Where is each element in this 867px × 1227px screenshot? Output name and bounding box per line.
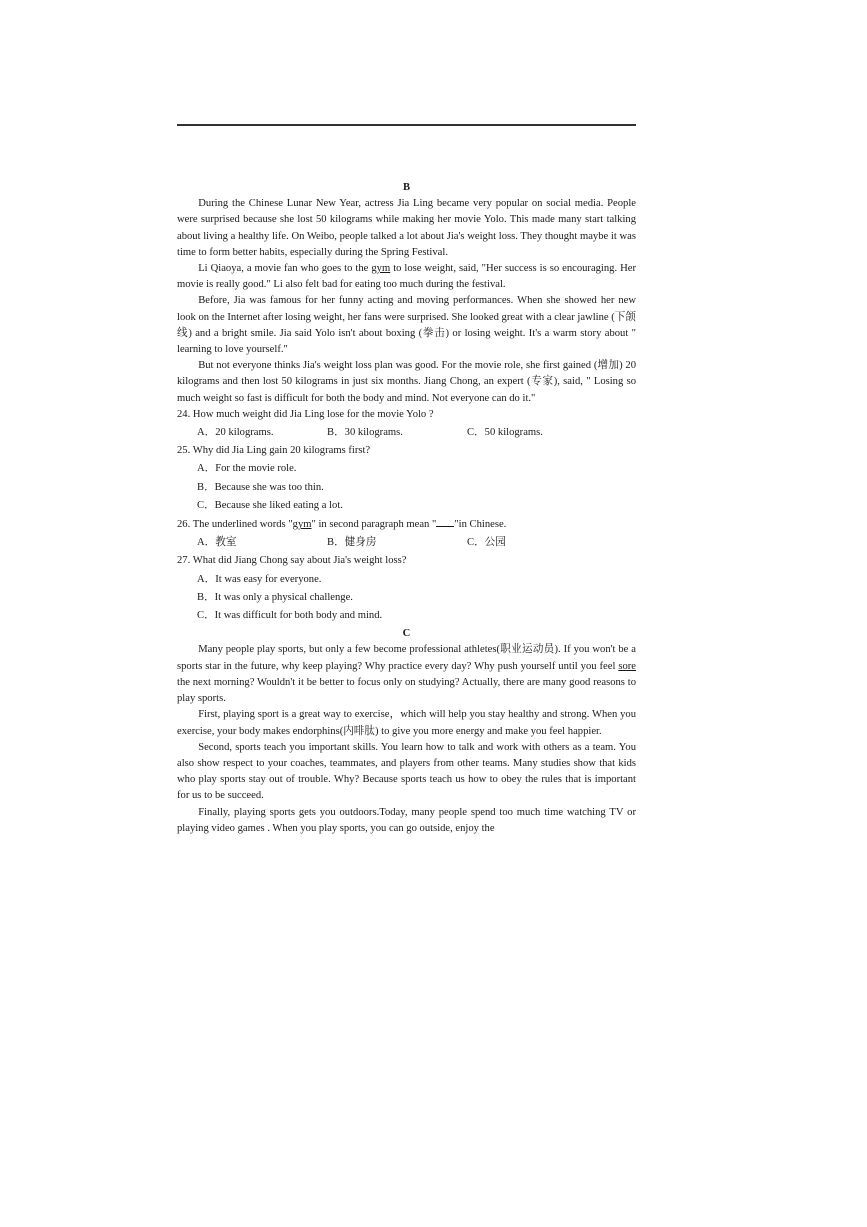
question-27-stem: 27. What did Jiang Chong say about Jia's weight loss? <box>177 555 407 567</box>
option-c: C．It was difficult for both body and mind. <box>197 610 383 622</box>
underlined-word-gym: gym <box>292 519 312 531</box>
option-b: B．It was only a physical challenge. <box>197 591 353 603</box>
section-c-paragraph-2: First, playing sport is a great way to exercise，which will help you stay healthy and strong. When you exercise, your body makes endorphins(内啡肽) to give you more energy and make you feel happier. <box>177 709 636 737</box>
question-24-options <box>177 425 636 441</box>
section-c-paragraph-4: Finally, playing sports gets you outdoors.Today, many people spend too much time watching TV or playing video games . When you play sports, you can go outside, enjoy the <box>177 806 636 834</box>
option-a: A．It was easy for everyone. <box>197 573 322 585</box>
answer-blank <box>436 516 454 527</box>
text-fragment: Li Qiaoya, a movie fan who goes to the <box>198 263 372 275</box>
underlined-word-sore: sore <box>618 660 636 672</box>
text-fragment: Many people play sports, but only a few become professional athletes(职业运动员). If you won't be a sports star in the future, why keep playing? Why practice every day? Why push yourself until you feel <box>177 644 636 672</box>
option-b: B．健身房 <box>327 537 377 549</box>
text-fragment: "in Chinese. <box>454 519 507 531</box>
option-b: B．Because she was too thin. <box>197 481 324 493</box>
option-c: C．50 kilograms. <box>467 427 543 439</box>
section-b-paragraph-4: But not everyone thinks Jia's weight loss plan was good. For the movie role, she first gained (增加) 20 kilograms and then lost 50 kilograms in just six months. Jiang Chong, an expert (专家), said, " Losing so much weight so fast is difficult for both the body and mind. Not everyone can do it." <box>177 360 636 404</box>
option-a: A．教室 <box>197 537 237 549</box>
section-b-paragraph-1: During the Chinese Lunar New Year, actress Jia Ling became very popular on social media. People were surprised because she lost 50 kilograms while making her movie Yolo. This made many start talking about living a healthy life. On Weibo, people talked a lot about Jia's weight loss. They thought maybe it was time to form better habits, especially during the Spring Festival. <box>177 198 636 258</box>
section-b-heading: B <box>402 182 411 193</box>
question-25-stem: 25. Why did Jia Ling gain 20 kilograms first? <box>177 445 371 457</box>
section-c-heading: C <box>402 628 411 640</box>
text-fragment: " in second paragraph mean " <box>311 519 437 531</box>
section-c-paragraph-3: Second, sports teach you important skills. You learn how to talk and work with others as a team. You also show respect to your coaches, teammates, and players from other teams. Many studies show that kids who play sports stay out of trouble. Why? Because sports teach us how to obey the rules that is important for us to be succeed. <box>177 741 636 802</box>
option-b: B．30 kilograms. <box>327 427 403 439</box>
section-b-paragraph-2 <box>177 261 636 293</box>
option-a: A．20 kilograms. <box>197 427 274 439</box>
question-26-options <box>177 535 636 551</box>
section-b-paragraph-3: Before, Jia was famous for her funny acting and moving performances. When she showed her new look on the Internet after losing weight, her fans were surprised. She looked great with a clear jawline (下颌线) and a bright smile. Jia said Yolo isn't about boxing (拳击) or losing weight. It's a warm story about " learning to love yourself." <box>177 295 636 356</box>
page-content <box>177 180 636 837</box>
option-c: C．公园 <box>467 537 506 549</box>
text-fragment: 26. The underlined words " <box>177 519 293 531</box>
question-26-stem <box>177 516 636 533</box>
option-a: A．For the movie role. <box>197 463 297 475</box>
text-fragment: to lose weight, said, "Her success is so encouraging. Her movie is really good." Li also felt bad for eating too much during the festival. <box>177 263 636 291</box>
top-rule <box>177 124 636 126</box>
question-24-stem: 24. How much weight did Jia Ling lose for the movie Yolo ? <box>177 408 434 420</box>
text-fragment: the next morning? Wouldn't it be better to focus only on studying? Actually, there are many good reasons to play sports. <box>177 676 636 705</box>
section-c-paragraph-1 <box>177 642 636 707</box>
underlined-word-gym: gym <box>371 263 391 275</box>
option-c: C．Because she liked eating a lot. <box>197 499 343 511</box>
